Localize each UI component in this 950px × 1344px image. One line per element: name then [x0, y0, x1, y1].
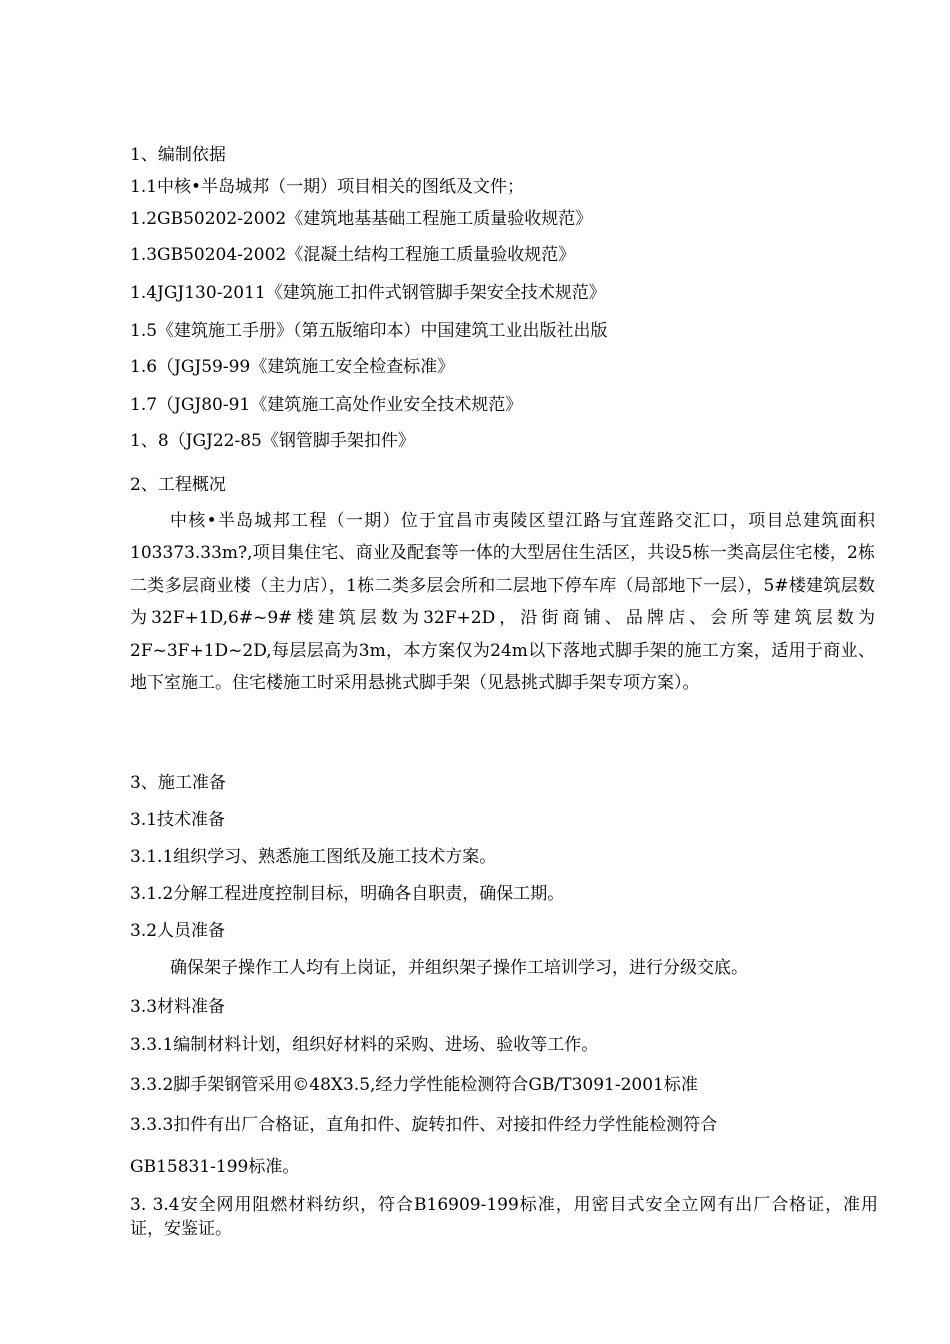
section-3-2-text: 确保架子操作工人均有上岗证，并组织架子操作工培训学习，进行分级交底。	[170, 958, 748, 978]
section-3-1-heading: 3.1技术准备	[130, 810, 226, 830]
section-3-3-1: 3.3.1编制材料计划，组织好材料的采购、进场、验收等工作。	[130, 1035, 599, 1055]
reference-item-2: 1.2GB50202-2002《建筑地基基础工程施工质量验收规范》	[130, 209, 593, 229]
reference-item-7: 1.7（JGJ80-91《建筑施工高处作业安全技术规范》	[130, 395, 523, 415]
section-1-heading: 1、编制依据	[130, 145, 226, 165]
reference-item-8: 1、8（JGJ22-85《钢管脚手架扣件》	[130, 431, 415, 451]
section-2-heading: 2、工程概况	[130, 475, 226, 495]
section-3-1-1: 3.1.1组织学习、熟悉施工图纸及施工技术方案。	[130, 847, 497, 867]
reference-item-4: 1.4JGJ130-2011《建筑施工扣件式钢管脚手架安全技术规范》	[130, 283, 606, 303]
reference-item-6: 1.6（JGJ59-99《建筑施工安全检查标准》	[130, 357, 455, 377]
reference-item-3: 1.3GB50204-2002《混凝土结构工程施工质量验收规范》	[130, 245, 576, 265]
section-3-3-4: 3. 3.4安全网用阻燃材料纺织，符合B16909-199标准，用密目式安全立网有出厂合格证，准用证，安鉴证。	[130, 1195, 878, 1239]
section-3-3-3-continued: GB15831-199标准。	[130, 1157, 300, 1177]
section-3-3-2: 3.3.2脚手架钢管采用©48X3.5,经力学性能检测符合GB/T3091-2001标准	[130, 1075, 698, 1095]
reference-item-5: 1.5《建筑施工手册》（第五版缩印本）中国建筑工业出版社出版	[130, 321, 608, 341]
section-3-3-heading: 3.3材料准备	[130, 997, 226, 1017]
section-3-heading: 3、施工准备	[130, 773, 226, 793]
project-overview-paragraph: 中核•半岛城邦工程（一期）位于宜昌市夷陵区望江路与宜莲路交汇口，项目总建筑面积103373.33m?,项目集住宅、商业及配套等一体的大型居住生活区，共设5栋一类高层住宅楼，2栋二类多层商业楼（主力店），1栋二类多层会所和二层地下停车库（局部地下一层），5#楼建筑层数为32F+1D,6#~9#楼建筑层数为32F+2D，沿街商铺、品牌店、会所等建筑层数为2F~3F+1D~2D,每层层高为3m，本方案仅为24m以下落地式脚手架的施工方案，适用于商业、地下室施工。住宅楼施工时采用悬挑式脚手架（见悬挑式脚手架专项方案）。	[130, 511, 875, 694]
section-3-3-3: 3.3.3扣件有出厂合格证，直角扣件、旋转扣件、对接扣件经力学性能检测符合	[130, 1115, 718, 1135]
reference-item-1: 1.1中核•半岛城邦（一期）项目相关的图纸及文件；	[130, 177, 525, 197]
section-3-2-heading: 3.2人员准备	[130, 921, 226, 941]
section-3-1-2: 3.1.2分解工程进度控制目标，明确各自职责，确保工期。	[130, 884, 565, 904]
